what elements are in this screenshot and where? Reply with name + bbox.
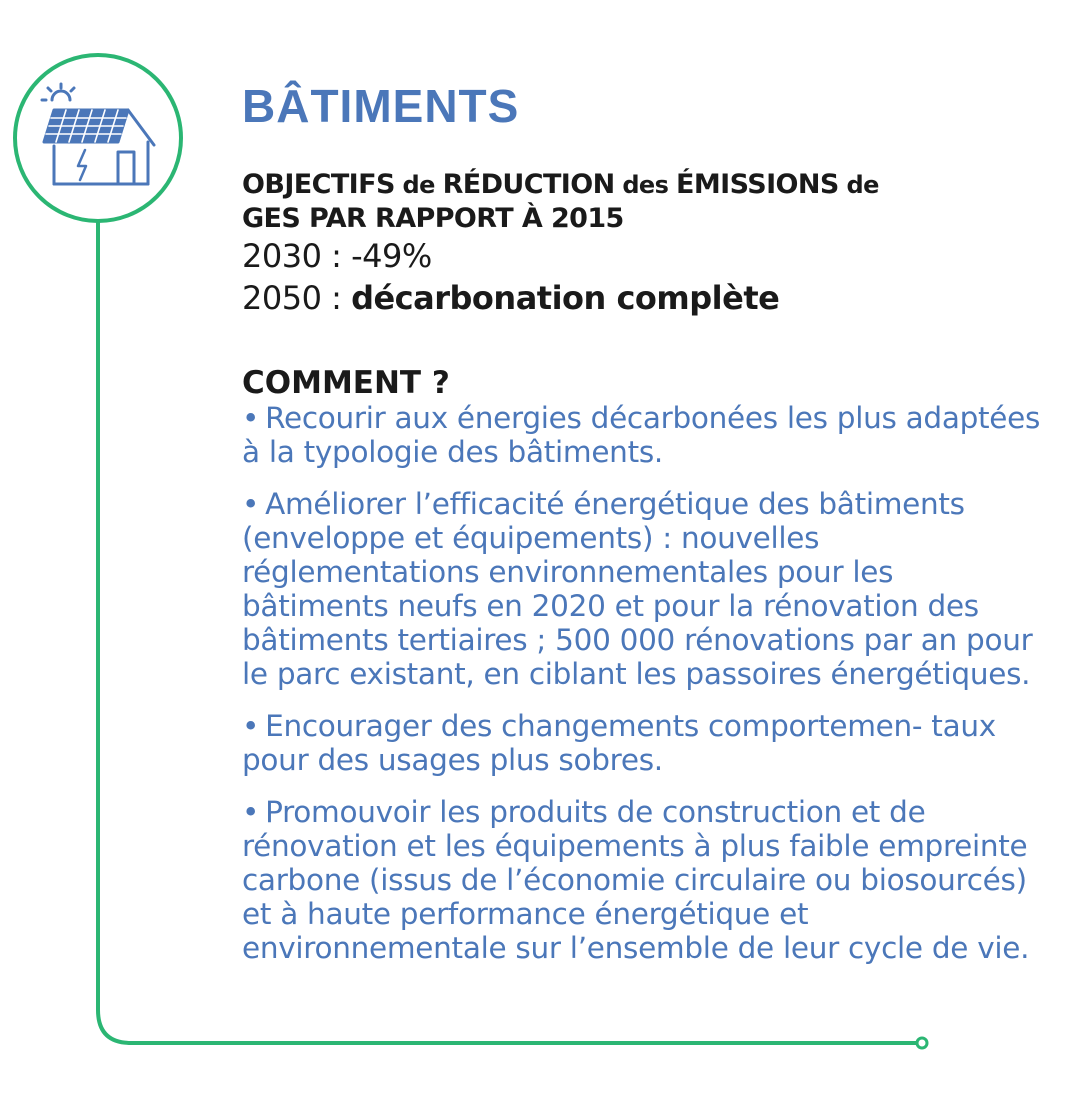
section-content xyxy=(242,80,1042,983)
action-item xyxy=(242,401,1042,469)
objectives-heading-word: ÉMISSIONS xyxy=(676,169,839,200)
bullet-marker: • xyxy=(242,709,260,743)
actions-list xyxy=(242,401,1042,965)
connector-end-dot xyxy=(917,1038,927,1048)
target-2050-label: 2050 : xyxy=(242,279,352,317)
how-heading: COMMENT ? xyxy=(242,365,450,401)
action-item xyxy=(242,487,1042,691)
target-2050-value: décarbonation complète xyxy=(351,279,780,317)
target-2050 xyxy=(242,277,1042,319)
bullet-marker: • xyxy=(242,795,260,829)
target-2030-label: 2030 : xyxy=(242,237,352,275)
action-item xyxy=(242,795,1042,965)
objectives-heading-connector: de xyxy=(394,171,443,199)
action-text: Promouvoir les produits de construction et de rénovation et les équipements à plus faible empreinte carbone (issus de l’économie circulaire ou biosourcés) et à haute performance énergétique et environnementale sur l’ensemble de leur cycle de vie. xyxy=(242,795,1030,965)
section-title: BÂTIMENTS xyxy=(242,80,520,132)
objectives-heading-connector: de xyxy=(838,171,879,199)
bullet-marker: • xyxy=(242,401,260,435)
action-text: Recourir aux énergies décarbonées les plus adaptées à la typologie des bâtiments. xyxy=(242,401,1041,469)
objectives-heading-word: OBJECTIFS xyxy=(242,169,395,200)
action-text: Améliorer l’efficacité énergétique des bâtiments (enveloppe et équipements) : nouvelles réglementations environnementales pour les bâtiments neufs en 2020 et pour la rénovation des bâtiments tertiaires ; 500 000 rénovations par an pour le parc existant, en ciblant les passoires énergétiques. xyxy=(242,487,1033,691)
target-2030-value: -49% xyxy=(351,237,432,275)
objectives-heading-connector: des xyxy=(614,171,677,199)
action-text: Encourager des changements comportemen- taux pour des usages plus sobres. xyxy=(242,709,996,777)
action-item xyxy=(242,709,1042,777)
objectives-heading-line2: GES PAR RAPPORT À 2015 xyxy=(242,203,624,234)
objectives-heading xyxy=(242,168,1042,235)
target-2030 xyxy=(242,235,1042,277)
bullet-marker: • xyxy=(242,487,260,521)
objectives-heading-word: RÉDUCTION xyxy=(442,169,615,200)
